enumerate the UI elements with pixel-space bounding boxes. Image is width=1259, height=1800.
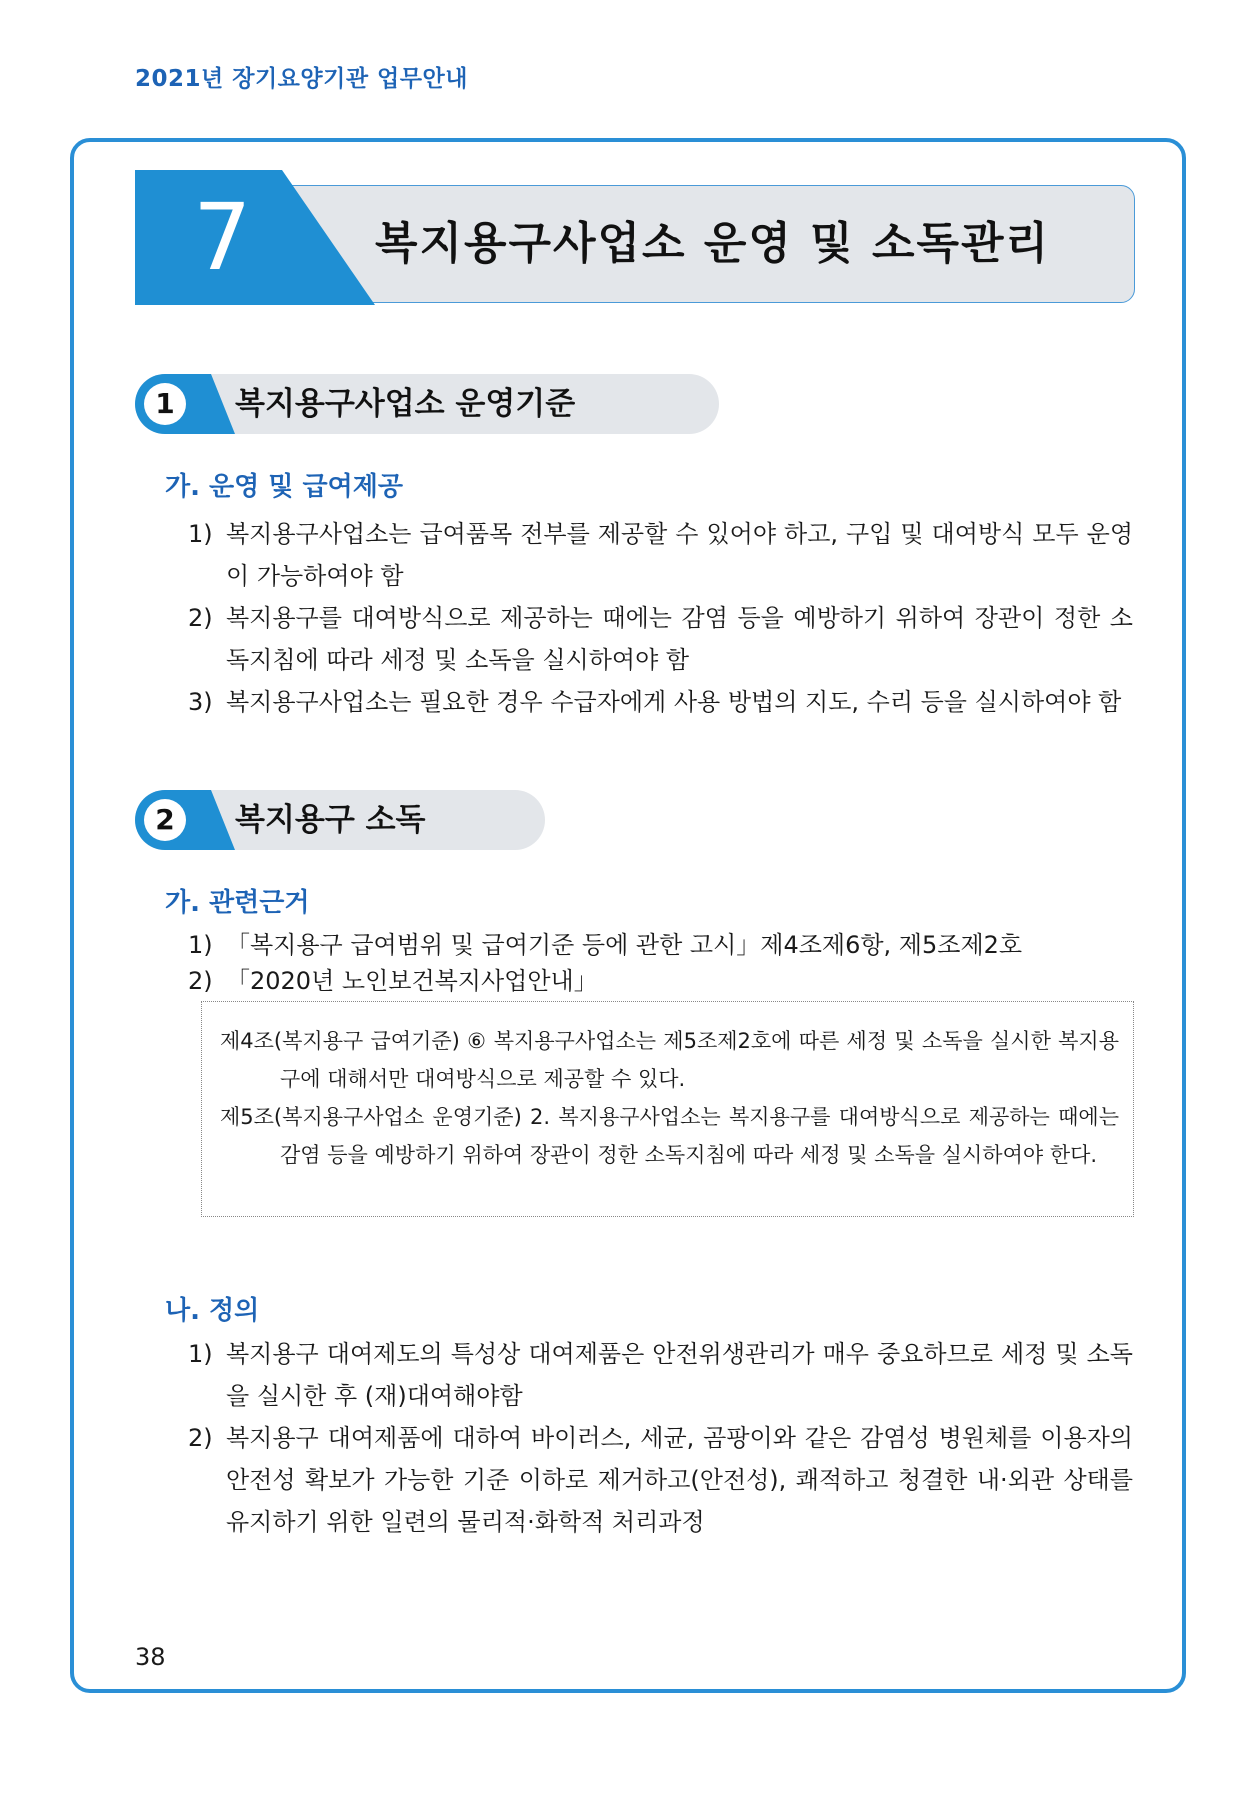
page-number: 38 <box>135 1643 166 1671</box>
list-item-text: 복지용구사업소는 필요한 경우 수급자에게 사용 방법의 지도, 수리 등을 실시하여야 함 <box>226 688 1122 716</box>
list-item-text: 「복지용구 급여범위 및 급여기준 등에 관한 고시」제4조제6항, 제5조제2호 <box>226 931 1023 959</box>
list-item <box>188 597 1133 681</box>
section-number: 1 <box>144 383 186 425</box>
section-2-heading <box>135 790 545 850</box>
list-item <box>188 960 1133 1002</box>
note-paragraph: 제5조(복지용구사업소 운영기준) 2. 복지용구사업소는 복지용구를 대여방식으로 제공하는 때에는 감염 등을 예방하기 위하여 장관이 정한 소독지침에 따라 세정 및 소독을 실시하여야 한다. <box>220 1105 1119 1167</box>
list-item-text: 복지용구 대여제품에 대하여 바이러스, 세균, 곰팡이와 같은 감염성 병원체를 이용자의 안전성 확보가 가능한 기준 이하로 제거하고(안전성), 쾌적하고 청결한 내·외관 상태를 유지하기 위한 일련의 물리적·화학적 처리과정 <box>226 1424 1133 1536</box>
list-item-number: 2) <box>188 1424 213 1452</box>
list-item-number: 3) <box>188 688 213 716</box>
list-item-text: 복지용구 대여제도의 특성상 대여제품은 안전위생관리가 매우 중요하므로 세정 및 소독을 실시한 후 (재)대여해야함 <box>226 1340 1133 1410</box>
list-item <box>188 681 1133 723</box>
chapter-banner <box>135 170 1135 305</box>
subsection-heading: 가. 관련근거 <box>165 888 310 918</box>
list-item-number: 1) <box>188 520 213 548</box>
section-title: 복지용구사업소 운영기준 <box>235 386 576 422</box>
list-item-number: 2) <box>188 604 213 632</box>
list-item <box>188 1333 1133 1417</box>
note-paragraph: 제4조(복지용구 급여기준) ⑥ 복지용구사업소는 제5조제2호에 따른 세정 및 소독을 실시한 복지용구에 대해서만 대여방식으로 제공할 수 있다. <box>220 1029 1119 1091</box>
regulation-note-box <box>201 1001 1134 1217</box>
running-head: 2021년 장기요양기관 업무안내 <box>135 66 468 92</box>
section-title: 복지용구 소독 <box>235 802 426 838</box>
list-item-text: 복지용구사업소는 급여품목 전부를 제공할 수 있어야 하고, 구입 및 대여방식 모두 운영이 가능하여야 함 <box>226 520 1133 590</box>
list-item-number: 1) <box>188 1340 213 1368</box>
list-item-text: 복지용구를 대여방식으로 제공하는 때에는 감염 등을 예방하기 위하여 장관이 정한 소독지침에 따라 세정 및 소독을 실시하여야 함 <box>226 604 1133 674</box>
list-item <box>188 1417 1133 1543</box>
section-number: 2 <box>144 799 186 841</box>
list-item-number: 2) <box>188 967 213 995</box>
chapter-title: 복지용구사업소 운영 및 소독관리 <box>375 218 1051 269</box>
chapter-number: 7 <box>193 184 252 291</box>
list-item-number: 1) <box>188 931 213 959</box>
subsection-heading: 가. 운영 및 급여제공 <box>165 472 403 502</box>
list-item <box>188 513 1133 597</box>
section-1-heading <box>135 374 719 434</box>
subsection-heading: 나. 정의 <box>165 1296 260 1326</box>
list-item-text: 「2020년 노인보건복지사업안내」 <box>226 967 598 995</box>
